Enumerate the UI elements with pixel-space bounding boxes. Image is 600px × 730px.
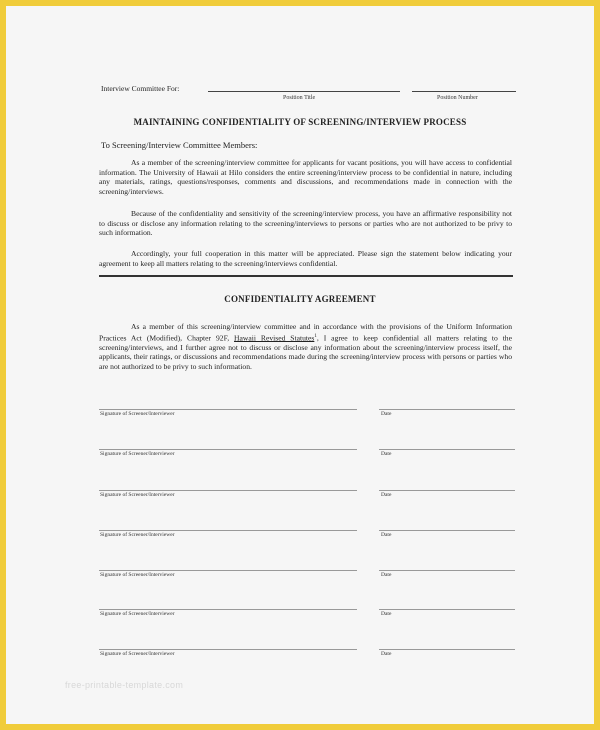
date-line[interactable]: [379, 530, 515, 531]
date-label: Date: [381, 651, 392, 657]
signature-label: Signature of Screener/Interviewer: [100, 532, 175, 538]
position-number-label: Position Number: [437, 95, 478, 101]
date-label: Date: [381, 492, 392, 498]
signature-label: Signature of Screener/Interviewer: [100, 651, 175, 657]
paragraph-2: Because of the confidentiality and sensitivity of the screening/interview process, you have an affirmative responsibility not to discuss or disclose any information relating to the screening/interviews to persons or parties who are not authorized to be privy to such information.: [99, 209, 512, 238]
date-label: Date: [381, 451, 392, 457]
date-label: Date: [381, 611, 392, 617]
date-label: Date: [381, 532, 392, 538]
agreement-paragraph: [99, 322, 512, 372]
date-label: Date: [381, 411, 392, 417]
signature-line[interactable]: [99, 649, 357, 650]
statute-name: Hawaii Revised Statutes: [234, 333, 315, 343]
watermark: free-printable-template.com: [65, 680, 184, 690]
agreement-text-before: As a member of this screening/interview committee and in accordance with the provisions of the Uniform Information Practices Act (Modified), Chapter 92F,: [99, 322, 512, 343]
signature-line[interactable]: [99, 449, 357, 450]
salutation: To Screening/Interview Committee Members:: [101, 140, 258, 150]
committee-label: Interview Committee For:: [101, 84, 180, 93]
agreement-text-after: , I agree to keep confidential all matters relating to the screening/interviews, and I further agree not to discuss or disclose any information about the screening/interview process itself, the applicants, their ratings, or discussions and recommendations made during the screening/interview process with persons or parties who are not authorized to be privy to such information.: [99, 333, 512, 371]
date-line[interactable]: [379, 449, 515, 450]
footnote-mark: 1: [314, 333, 317, 339]
date-label: Date: [381, 572, 392, 578]
signature-label: Signature of Screener/Interviewer: [100, 451, 175, 457]
signature-label: Signature of Screener/Interviewer: [100, 492, 175, 498]
paragraph-1: As a member of the screening/interview committee for applicants for vacant positions, you will have access to confidential information. The University of Hawaii at Hilo considers the entire screening/interview process to be confidential in nature, including any materials, ratings, questions/responses, comments and discussions, and recommendations made in connection with the screening/interviews.: [99, 158, 512, 196]
main-title: MAINTAINING CONFIDENTIALITY OF SCREENING/INTERVIEW PROCESS: [133, 117, 467, 127]
date-line[interactable]: [379, 609, 515, 610]
signature-label: Signature of Screener/Interviewer: [100, 611, 175, 617]
paragraph-3: Accordingly, your full cooperation in this matter will be appreciated. Please sign the statement below indicating your agreement to keep all matters relating to the screening/interviews confidential.: [99, 249, 512, 268]
position-number-line: [412, 91, 516, 92]
signature-line[interactable]: [99, 609, 357, 610]
date-line[interactable]: [379, 570, 515, 571]
date-line[interactable]: [379, 649, 515, 650]
signature-line[interactable]: [99, 570, 357, 571]
position-title-line: [208, 91, 400, 92]
signature-label: Signature of Screener/Interviewer: [100, 572, 175, 578]
date-line[interactable]: [379, 490, 515, 491]
position-title-label: Position Title: [283, 95, 316, 101]
section-divider: [99, 275, 513, 277]
signature-line[interactable]: [99, 409, 357, 410]
signature-label: Signature of Screener/Interviewer: [100, 411, 175, 417]
date-line[interactable]: [379, 409, 515, 410]
agreement-title: CONFIDENTIALITY AGREEMENT: [224, 294, 376, 304]
signature-line[interactable]: [99, 530, 357, 531]
signature-line[interactable]: [99, 490, 357, 491]
